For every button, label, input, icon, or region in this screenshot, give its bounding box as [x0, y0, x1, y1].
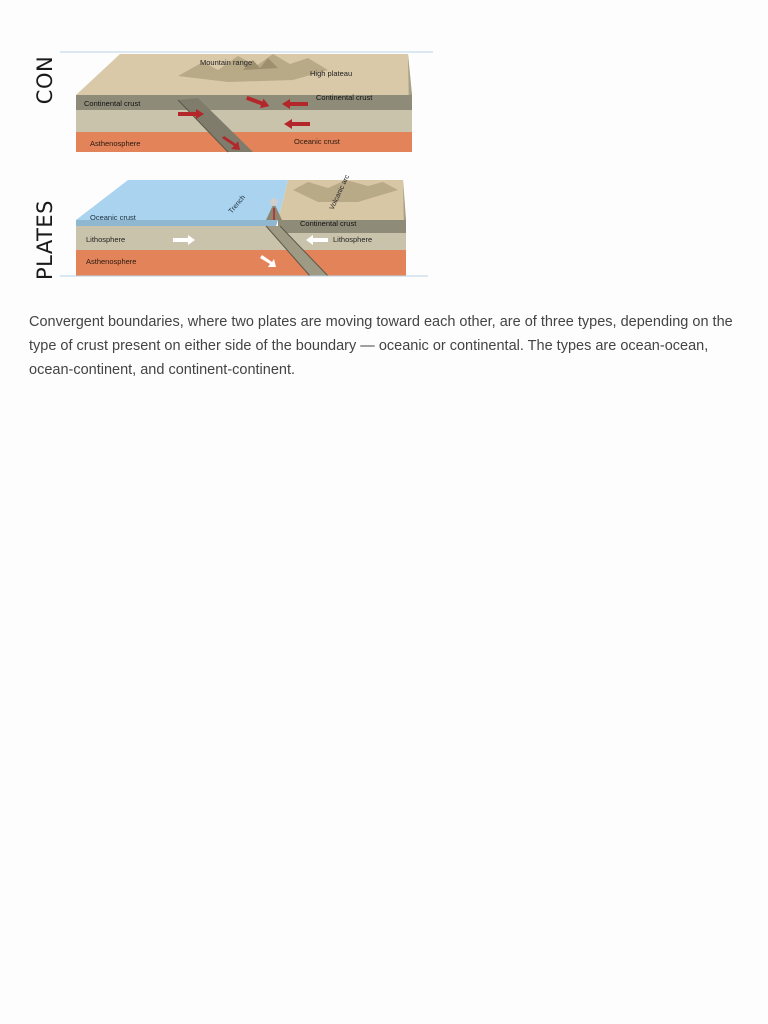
label-trench: Trench [227, 194, 248, 216]
label-mountain-range: Mountain range [200, 58, 253, 67]
caption-paragraph: Convergent boundaries, where two plates are moving toward each other, are of three types, depending on the type of crust present on either side of the boundary — oceanic or continental. The types are ocean-ocean, ocean-continent, and continent-continent. [29, 314, 733, 378]
convergent-diagrams [28, 40, 438, 285]
plate-boundary-figure [28, 40, 438, 285]
label-continental-crust-bottom: Continental crust [300, 219, 357, 228]
side-label-con: CON [33, 55, 57, 105]
label-oceanic-crust-top: Oceanic crust [294, 137, 340, 146]
label-lithosphere-right: Lithosphere [333, 235, 373, 244]
continent-continent-diagram [60, 52, 433, 152]
label-continental-crust-right: Continental crust [316, 93, 373, 102]
label-volcanic-arc: Volcanic arc [328, 173, 352, 212]
label-lithosphere-left: Lithosphere [86, 235, 126, 244]
label-asthenosphere-bottom: Asthenosphere [86, 257, 137, 266]
label-oceanic-crust-bottom: Oceanic crust [90, 213, 136, 222]
ocean-continent-diagram [60, 174, 428, 276]
side-label-plates: PLATES [33, 199, 58, 281]
label-continental-crust-left: Continental crust [84, 99, 141, 108]
label-asthenosphere-top: Asthenosphere [90, 139, 141, 148]
label-high-plateau: High plateau [310, 69, 353, 78]
lithosphere-band [76, 110, 412, 132]
